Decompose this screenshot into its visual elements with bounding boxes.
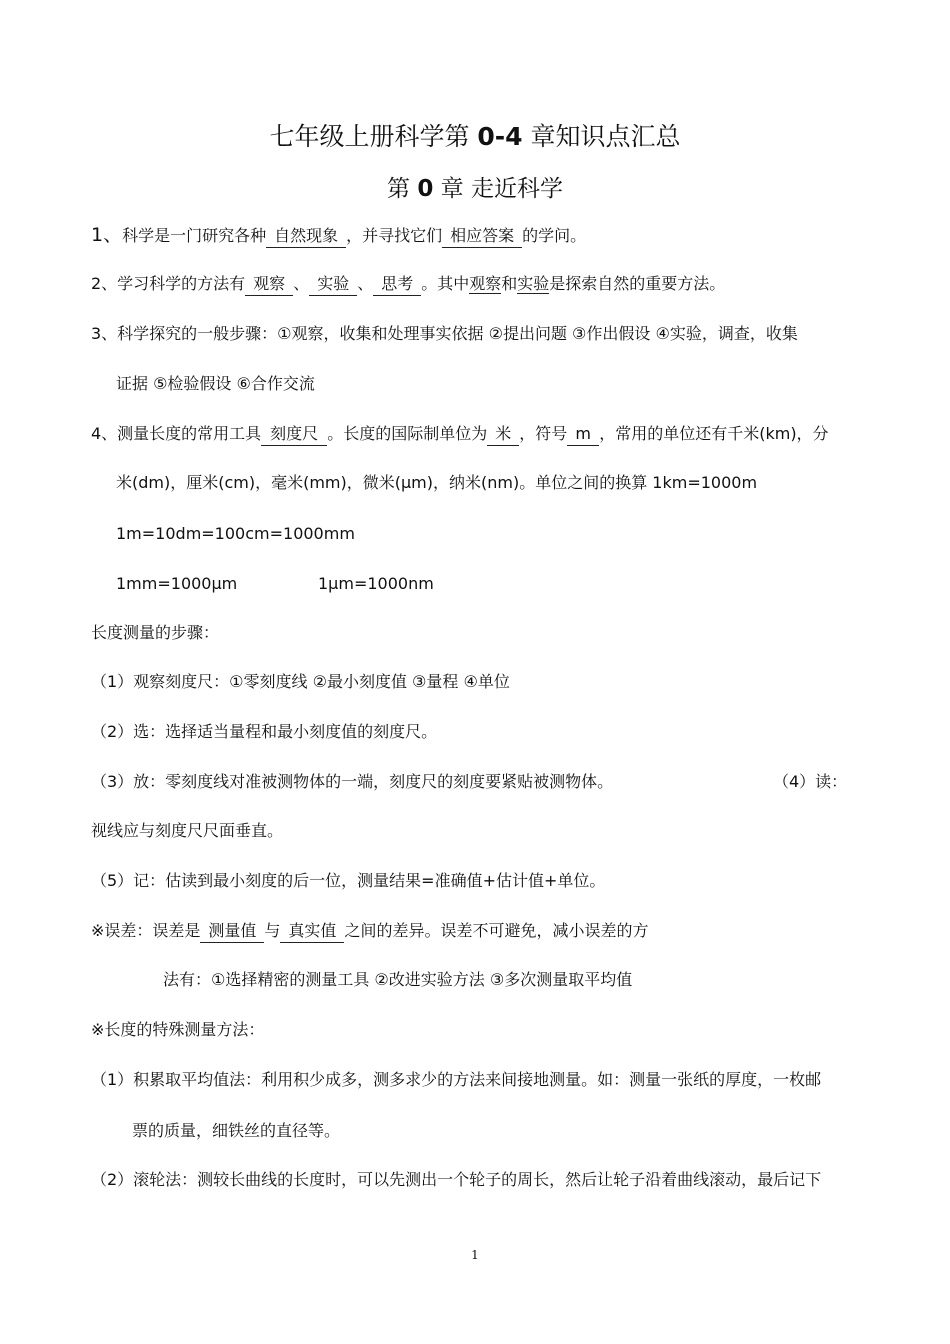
page-number: 1 [471, 1248, 479, 1262]
item-1-text: 的学问。 [522, 226, 587, 245]
item-4-text: 。长度的国际制单位为 [327, 424, 488, 443]
chapter-heading-post: 章 走近科学 [433, 176, 563, 202]
item-4-conversion-2: 1mm=1000μm [116, 574, 238, 593]
item-4-conversion-1: 1m=10dm=100cm=1000mm [116, 524, 355, 543]
step-4-label: （4）读： [773, 772, 848, 791]
item-2-underlined-term: 实验 [517, 274, 550, 293]
error-blank-measured: 测量值 [200, 920, 264, 943]
special-methods-heading: ※长度的特殊测量方法： [91, 1020, 265, 1039]
special-method-1-line-2: 票的质量，细铁丝的直径等。 [132, 1121, 341, 1140]
item-1-text: ，并寻找它们 [346, 226, 443, 245]
steps-heading: 长度测量的步骤： [91, 623, 220, 642]
title-chapter-range: 0-4 [477, 122, 523, 151]
chapter-heading-pre: 第 [387, 176, 418, 202]
item-2-blank-2: 实验 [309, 273, 357, 296]
item-4-conversion-3: 1μm=1000nm [318, 574, 434, 593]
item-4-text: ，符号 [519, 424, 568, 443]
error-line-1 [91, 920, 648, 943]
step-1: （1）观察刻度尺：①零刻度线 ②最小刻度值 ③量程 ④单位 [91, 672, 510, 691]
chapter-number: 0 [417, 176, 434, 202]
item-2-text: 是探索自然的重要方法。 [549, 274, 726, 293]
special-method-1-line-1: （1）积累取平均值法：利用积少成多，测多求少的方法来间接地测量。如：测量一张纸的厚度，一枚邮 [91, 1070, 822, 1089]
item-1 [91, 224, 586, 248]
item-2-underlined-term: 观察 [469, 274, 502, 293]
item-4-blank-unit: 米 [487, 423, 519, 446]
error-text: 之间的差异。误差不可避免，减小误差的方 [344, 921, 649, 940]
item-3-line-2: 证据 ⑤检验假设 ⑥合作交流 [116, 374, 315, 393]
item-1-number: 1、 [91, 224, 123, 246]
item-2-separator: 、 [357, 274, 374, 293]
item-1-blank-1: 自然现象 [266, 225, 346, 248]
error-line-2: 法有：①选择精密的测量工具 ②改进实验方法 ③多次测量取平均值 [163, 970, 633, 989]
item-2-text: 2、学习科学的方法有 [91, 274, 246, 293]
item-1-text: 科学是一门研究各种 [122, 226, 267, 245]
item-4-line-2: 米(dm)，厘米(cm)，毫米(mm)，微米(μm)，纳米(nm)。单位之间的换算 1km=1000m [116, 473, 758, 492]
item-2-blank-3: 思考 [373, 273, 421, 296]
error-text: 与 [264, 921, 281, 940]
item-2-text: 。其中 [421, 274, 470, 293]
step-4-text: 视线应与刻度尺尺面垂直。 [91, 821, 284, 840]
document-title [0, 117, 950, 153]
item-1-blank-2: 相应答案 [442, 225, 522, 248]
title-text-post: 章知识点汇总 [522, 122, 681, 151]
special-method-2-line-1: （2）滚轮法：测较长曲线的长度时，可以先测出一个轮子的周长，然后让轮子沿着曲线滚动，最后记下 [91, 1170, 822, 1189]
chapter-heading [0, 170, 950, 203]
step-3: （3）放：零刻度线对准被测物体的一端，刻度尺的刻度要紧贴被测物体。 [91, 772, 614, 791]
step-2: （2）选：选择适当量程和最小刻度值的刻度尺。 [91, 722, 438, 741]
item-4-line-1 [91, 423, 829, 446]
item-4-blank-symbol: m [567, 423, 599, 446]
item-4-blank-tool: 刻度尺 [261, 423, 327, 446]
item-2 [91, 273, 725, 296]
step-5: （5）记：估读到最小刻度的后一位，测量结果=准确值+估计值+单位。 [91, 871, 606, 890]
title-text-pre: 七年级上册科学第 [269, 122, 478, 151]
error-blank-true: 真实值 [280, 920, 344, 943]
item-2-blank-1: 观察 [245, 273, 293, 296]
item-3-line-1: 3、科学探究的一般步骤：①观察，收集和处理事实依据 ②提出问题 ③作出假设 ④实验，调查，收集 [91, 324, 798, 343]
item-2-text: 和 [501, 274, 518, 293]
error-text: ※误差：误差是 [91, 921, 201, 940]
item-4-text: ，常用的单位还有千米(km)，分 [599, 424, 829, 443]
item-4-text: 4、测量长度的常用工具 [91, 424, 262, 443]
item-2-separator: 、 [293, 274, 310, 293]
